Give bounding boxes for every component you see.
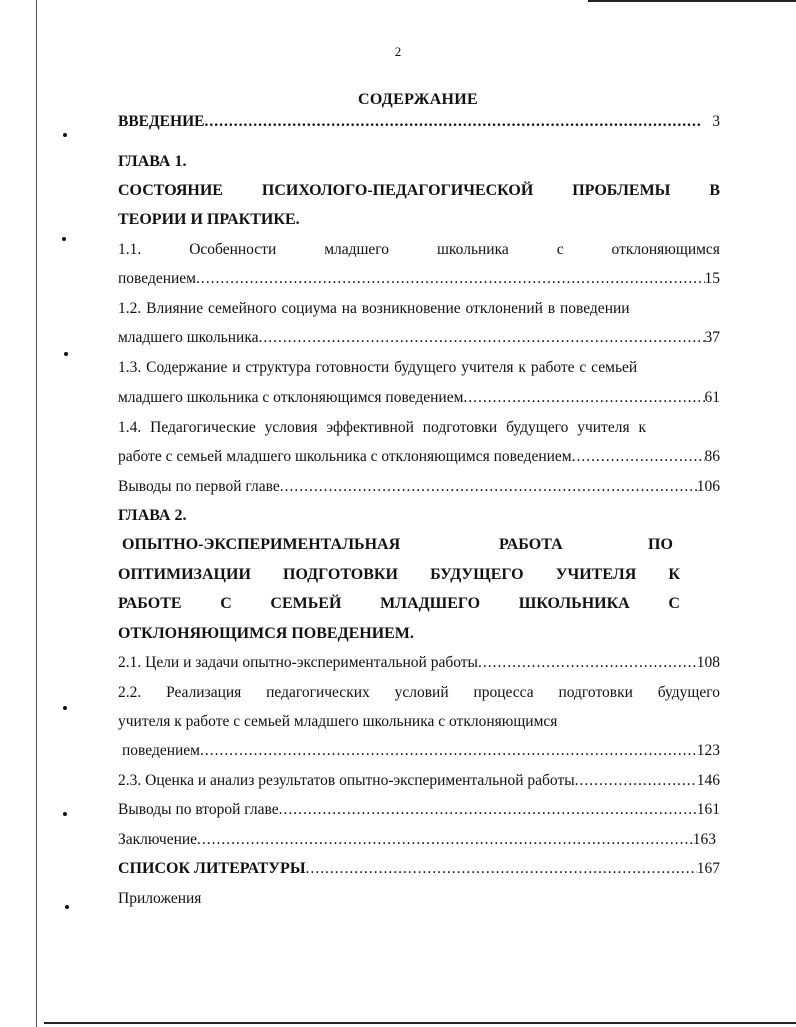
chapter2-heading-line2: [118, 565, 680, 585]
toc-leader: [478, 653, 697, 673]
toc-entry-1-4[interactable]: 1.4. Педагогические условия эффективной подготовки будущего учителя к: [118, 419, 646, 436]
chapter1-label: ГЛАВА 1.: [118, 153, 187, 170]
toc-entry-label: 2.1. Цели и задачи опытно-экспериментальной работы: [118, 654, 478, 671]
toc-word: младшего: [324, 241, 390, 258]
heading-word: ПСИХОЛОГО-ПЕДАГОГИЧЕСКОЙ: [261, 182, 534, 199]
toc-word: Особенности: [189, 241, 277, 258]
heading-word: РАБОТА: [499, 536, 563, 553]
scan-dot: [63, 706, 67, 710]
toc-page-number: 163: [692, 831, 716, 848]
toc-entry-1-1-cont[interactable]: [118, 269, 720, 289]
toc-page-number: 167: [696, 860, 720, 877]
toc-word: подготовки: [558, 684, 633, 701]
toc-page-number: 108: [696, 654, 720, 671]
toc-entry-label: СПИСОК ЛИТЕРАТУРЫ: [118, 860, 306, 877]
toc-entry-label: работе с семьей младшего школьника с отклоняющимся поведением: [118, 448, 572, 465]
toc-leader: [200, 741, 697, 761]
toc-entry-label: младшего школьника с отклоняющимся поведением: [118, 389, 464, 406]
heading-word: ШКОЛЬНИКА: [518, 595, 630, 612]
heading-word: СЕМЬЕЙ: [270, 595, 342, 612]
heading-word: СОСТОЯНИЕ: [118, 182, 223, 199]
heading-word: В: [709, 182, 720, 199]
heading-word: ПО: [648, 536, 673, 553]
toc-page-number: 161: [696, 801, 720, 818]
chapter2-label: ГЛАВА 2.: [118, 507, 187, 524]
heading-word: ПОДГОТОВКИ: [283, 566, 398, 583]
toc-entry-1-3-cont[interactable]: [118, 388, 720, 408]
toc-leader: [280, 477, 697, 497]
toc-leader: [463, 388, 704, 408]
toc-word: процесса: [473, 684, 534, 701]
chapter2-heading-line3: [118, 594, 680, 614]
heading-word: С: [220, 595, 232, 612]
toc-leader: [279, 800, 697, 820]
toc-page-number: 123: [696, 742, 720, 759]
toc-leader: [306, 859, 697, 879]
toc-entry-1-1[interactable]: [118, 240, 720, 260]
toc-entry-appendix[interactable]: Приложения: [118, 890, 202, 907]
toc-entry-label: 2.3. Оценка и анализ результатов опытно-экспериментальной работы: [118, 772, 575, 789]
heading-word: ПРОБЛЕМЫ: [572, 182, 671, 199]
scan-edge-left: [36, 0, 37, 1027]
heading-word: ОПТИМИЗАЦИИ: [118, 566, 251, 583]
scan-dot: [65, 905, 69, 909]
toc-page-number: 3: [712, 113, 720, 130]
heading-word: УЧИТЕЛЯ: [555, 566, 637, 583]
toc-entry-1-3[interactable]: 1.3. Содержание и структура готовности будущего учителя к работе с семьей: [118, 359, 638, 376]
toc-page-number: 146: [696, 772, 720, 789]
toc-entry-label: Заключение: [118, 831, 198, 848]
page-number: 2: [394, 44, 402, 59]
toc-entry-chapter1-conclusions[interactable]: [118, 477, 720, 497]
toc-entry-label: поведением: [122, 742, 200, 759]
toc-leader: [575, 771, 697, 791]
toc-entry-2-1[interactable]: [118, 653, 720, 673]
toc-entry-2-2[interactable]: [118, 683, 720, 703]
toc-leader: [259, 328, 705, 348]
toc-entry-label: Выводы по второй главе: [118, 801, 279, 818]
chapter1-heading-line2: ТЕОРИИ И ПРАКТИКЕ.: [118, 211, 300, 228]
toc-word: с: [556, 241, 564, 258]
chapter2-heading-line4: ОТКЛОНЯЮЩИМСЯ ПОВЕДЕНИЕМ.: [118, 625, 414, 642]
heading-word: К: [668, 566, 680, 583]
toc-entry-introduction[interactable]: [118, 112, 720, 132]
heading-word: ОПЫТНО-ЭКСПЕРИМЕНТАЛЬНАЯ: [122, 536, 401, 553]
heading-word: РАБОТЕ: [118, 595, 182, 612]
toc-page-number: 37: [704, 329, 720, 346]
toc-entry-1-2-cont[interactable]: [118, 328, 720, 348]
toc-entry-label: ВВЕДЕНИЕ: [118, 113, 205, 130]
heading-word: БУДУЩЕГО: [430, 566, 524, 583]
toc-entry-1-4-cont[interactable]: [118, 447, 720, 467]
toc-entry-label: младшего школьника: [118, 329, 259, 346]
toc-entry-2-3[interactable]: [118, 771, 720, 791]
toc-leader: [196, 269, 705, 289]
toc-leader: [572, 447, 705, 467]
toc-leader: [204, 112, 700, 132]
toc-entry-references[interactable]: [118, 859, 720, 879]
scan-dot: [62, 237, 66, 241]
heading-word: С: [668, 595, 680, 612]
toc-entry-conclusion[interactable]: [118, 830, 716, 850]
toc-leader: [197, 830, 693, 850]
toc-entry-chapter2-conclusions[interactable]: [118, 800, 720, 820]
toc-entry-label: Выводы по первой главе: [118, 478, 280, 495]
page-title: СОДЕРЖАНИЕ: [357, 91, 479, 108]
toc-word: педагогических: [266, 684, 370, 701]
scan-dot: [63, 812, 67, 816]
heading-word: МЛАДШЕГО: [380, 595, 481, 612]
scan-edge-top: [588, 0, 796, 2]
toc-entry-1-2[interactable]: 1.2. Влияние семейного социума на возникновение отклонений в поведении: [118, 300, 630, 317]
toc-word: школьника: [436, 241, 509, 258]
scan-dot: [63, 133, 67, 137]
chapter2-heading-line1: [118, 535, 720, 555]
scan-dot: [64, 352, 68, 356]
toc-word: Реализация: [166, 684, 242, 701]
toc-word: 1.1.: [118, 241, 142, 258]
toc-word: условий: [394, 684, 449, 701]
toc-page-number: 15: [704, 270, 720, 287]
chapter1-heading-line1: [118, 181, 720, 201]
toc-page-number: 61: [704, 389, 720, 406]
toc-page-number: 106: [696, 478, 720, 495]
scan-edge-bottom: [44, 1022, 796, 1024]
toc-entry-2-2-cont[interactable]: учителя к работе с семьей младшего школьника с отклоняющимся: [118, 713, 558, 730]
toc-entry-label: поведением: [118, 270, 196, 287]
toc-word: 2.2.: [118, 684, 142, 701]
toc-page-number: 86: [704, 448, 720, 465]
toc-entry-2-2-cont2[interactable]: [118, 741, 720, 761]
toc-word: отклоняющимся: [611, 241, 720, 258]
toc-word: будущего: [657, 684, 720, 701]
